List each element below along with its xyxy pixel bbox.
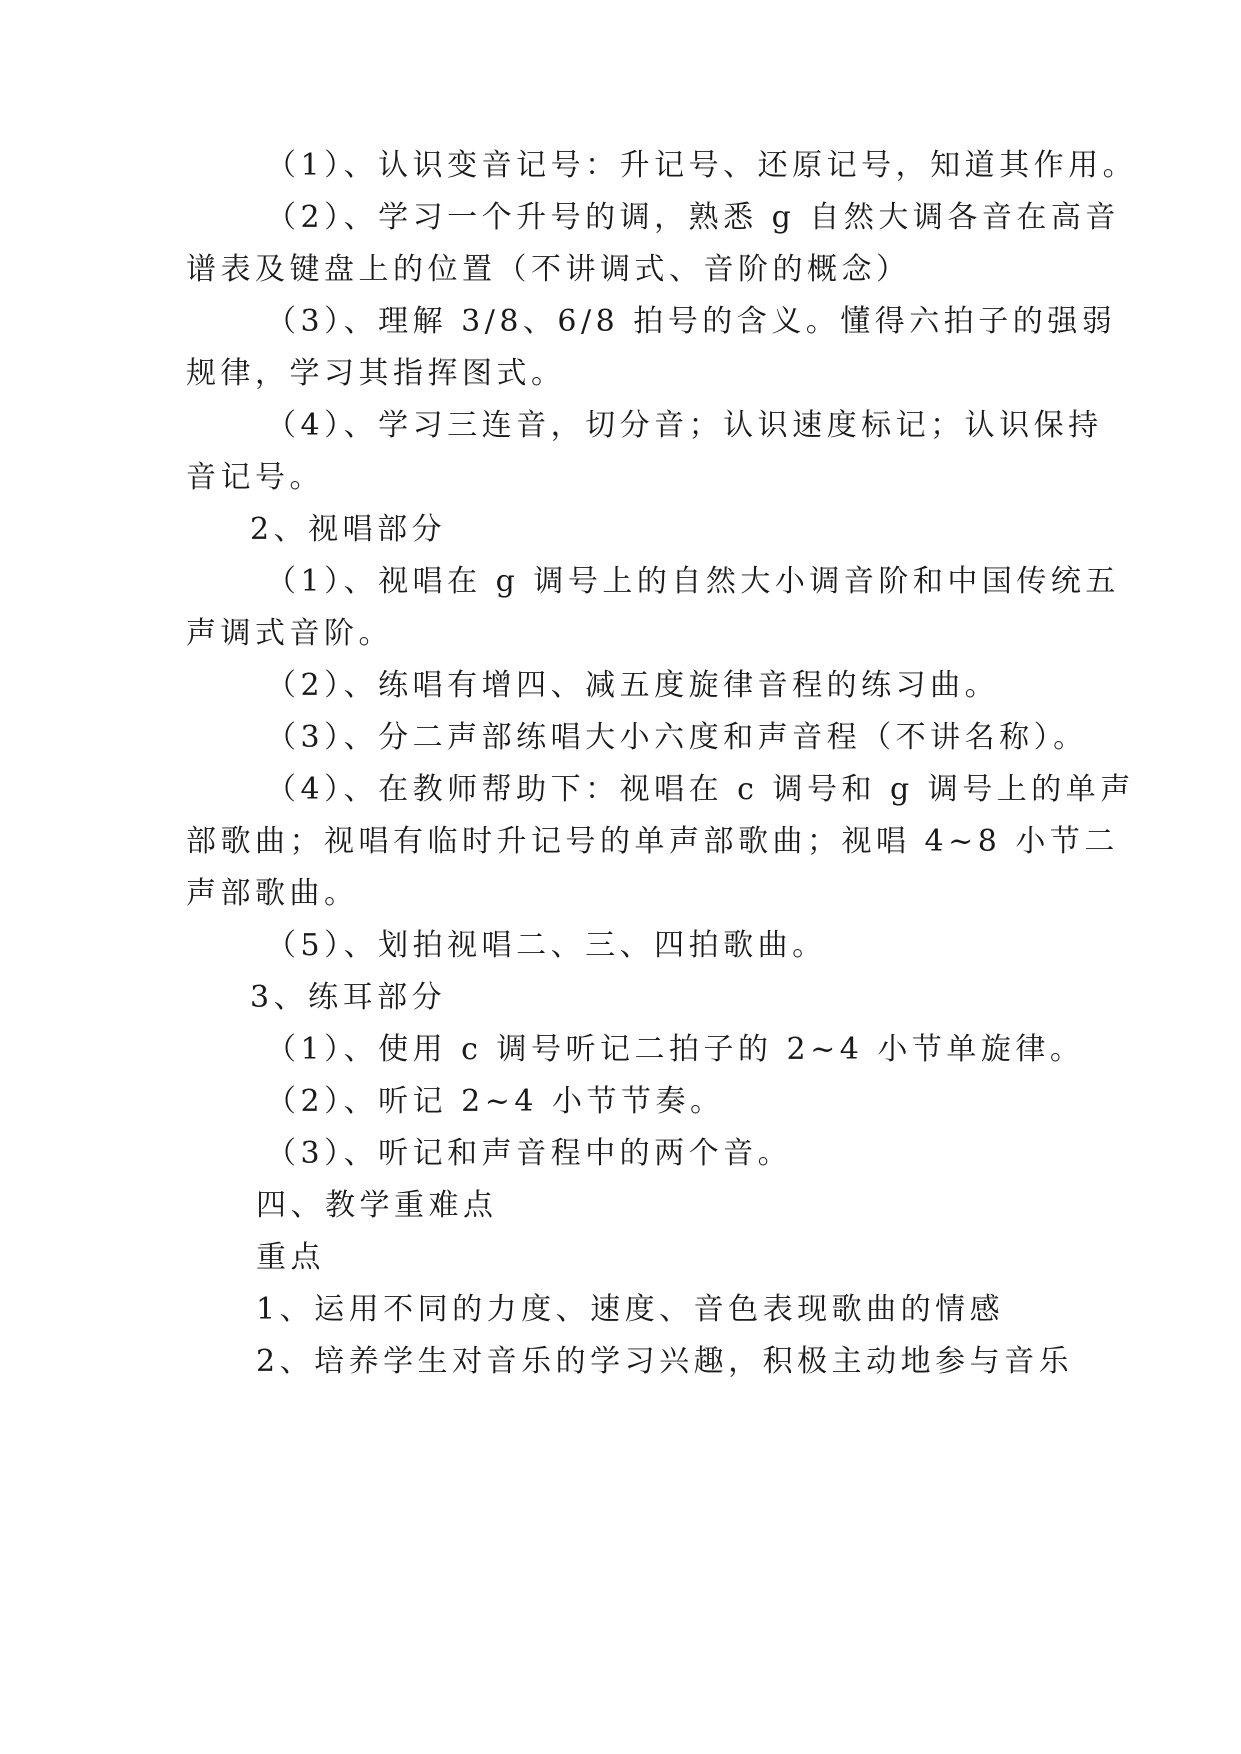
paragraph-line: （2）、练唱有增四、减五度旋律音程的练习曲。 xyxy=(266,668,1000,703)
paragraph-line: （4）、学习三连音，切分音；认识速度标记；认识保持 xyxy=(266,408,1103,443)
paragraph-line: （1）、认识变音记号：升记号、还原记号，知道其作用。 xyxy=(266,148,1138,183)
paragraph-line: 声部歌曲。 xyxy=(186,876,359,911)
paragraph-line: （3）、分二声部练唱大小六度和声音程（不讲名称）。 xyxy=(266,720,1088,755)
numbered-item: 1、运用不同的力度、速度、音色表现歌曲的情感 xyxy=(256,1292,1005,1327)
paragraph-line: （2）、听记 2~4 小节节奏。 xyxy=(266,1084,725,1119)
paragraph-line: （3）、理解 3/8、6/8 拍号的含义。懂得六拍子的强弱 xyxy=(266,304,1117,339)
paragraph-line: （2）、学习一个升号的调，熟悉 g 自然大调各音在高音 xyxy=(266,200,1120,235)
paragraph-line: （3）、听记和声音程中的两个音。 xyxy=(266,1136,793,1171)
paragraph-line: 谱表及键盘上的位置（不讲调式、音阶的概念） xyxy=(186,252,911,287)
section-heading: 3、练耳部分 xyxy=(250,980,447,1015)
paragraph-line: （1）、视唱在 g 调号上的自然大小调音阶和中国传统五 xyxy=(266,564,1120,599)
paragraph-line: （1）、使用 c 调号听记二拍子的 2~4 小节单旋律。 xyxy=(266,1032,1085,1067)
paragraph-line: 部歌曲；视唱有临时升记号的单声部歌曲；视唱 4~8 小节二 xyxy=(186,824,1119,859)
subsection-heading: 重点 xyxy=(256,1240,325,1275)
section-heading: 四、教学重难点 xyxy=(256,1188,498,1223)
section-heading: 2、视唱部分 xyxy=(250,512,447,547)
paragraph-line: （4）、在教师帮助下：视唱在 c 调号和 g 调号上的单声 xyxy=(266,772,1135,807)
numbered-item: 2、培养学生对音乐的学习兴趣，积极主动地参与音乐 xyxy=(256,1344,1074,1379)
paragraph-line: （5）、划拍视唱二、三、四拍歌曲。 xyxy=(266,928,827,963)
paragraph-line: 声调式音阶。 xyxy=(186,616,393,651)
paragraph-line: 规律，学习其指挥图式。 xyxy=(186,356,566,391)
paragraph-line: 音记号。 xyxy=(186,460,324,495)
